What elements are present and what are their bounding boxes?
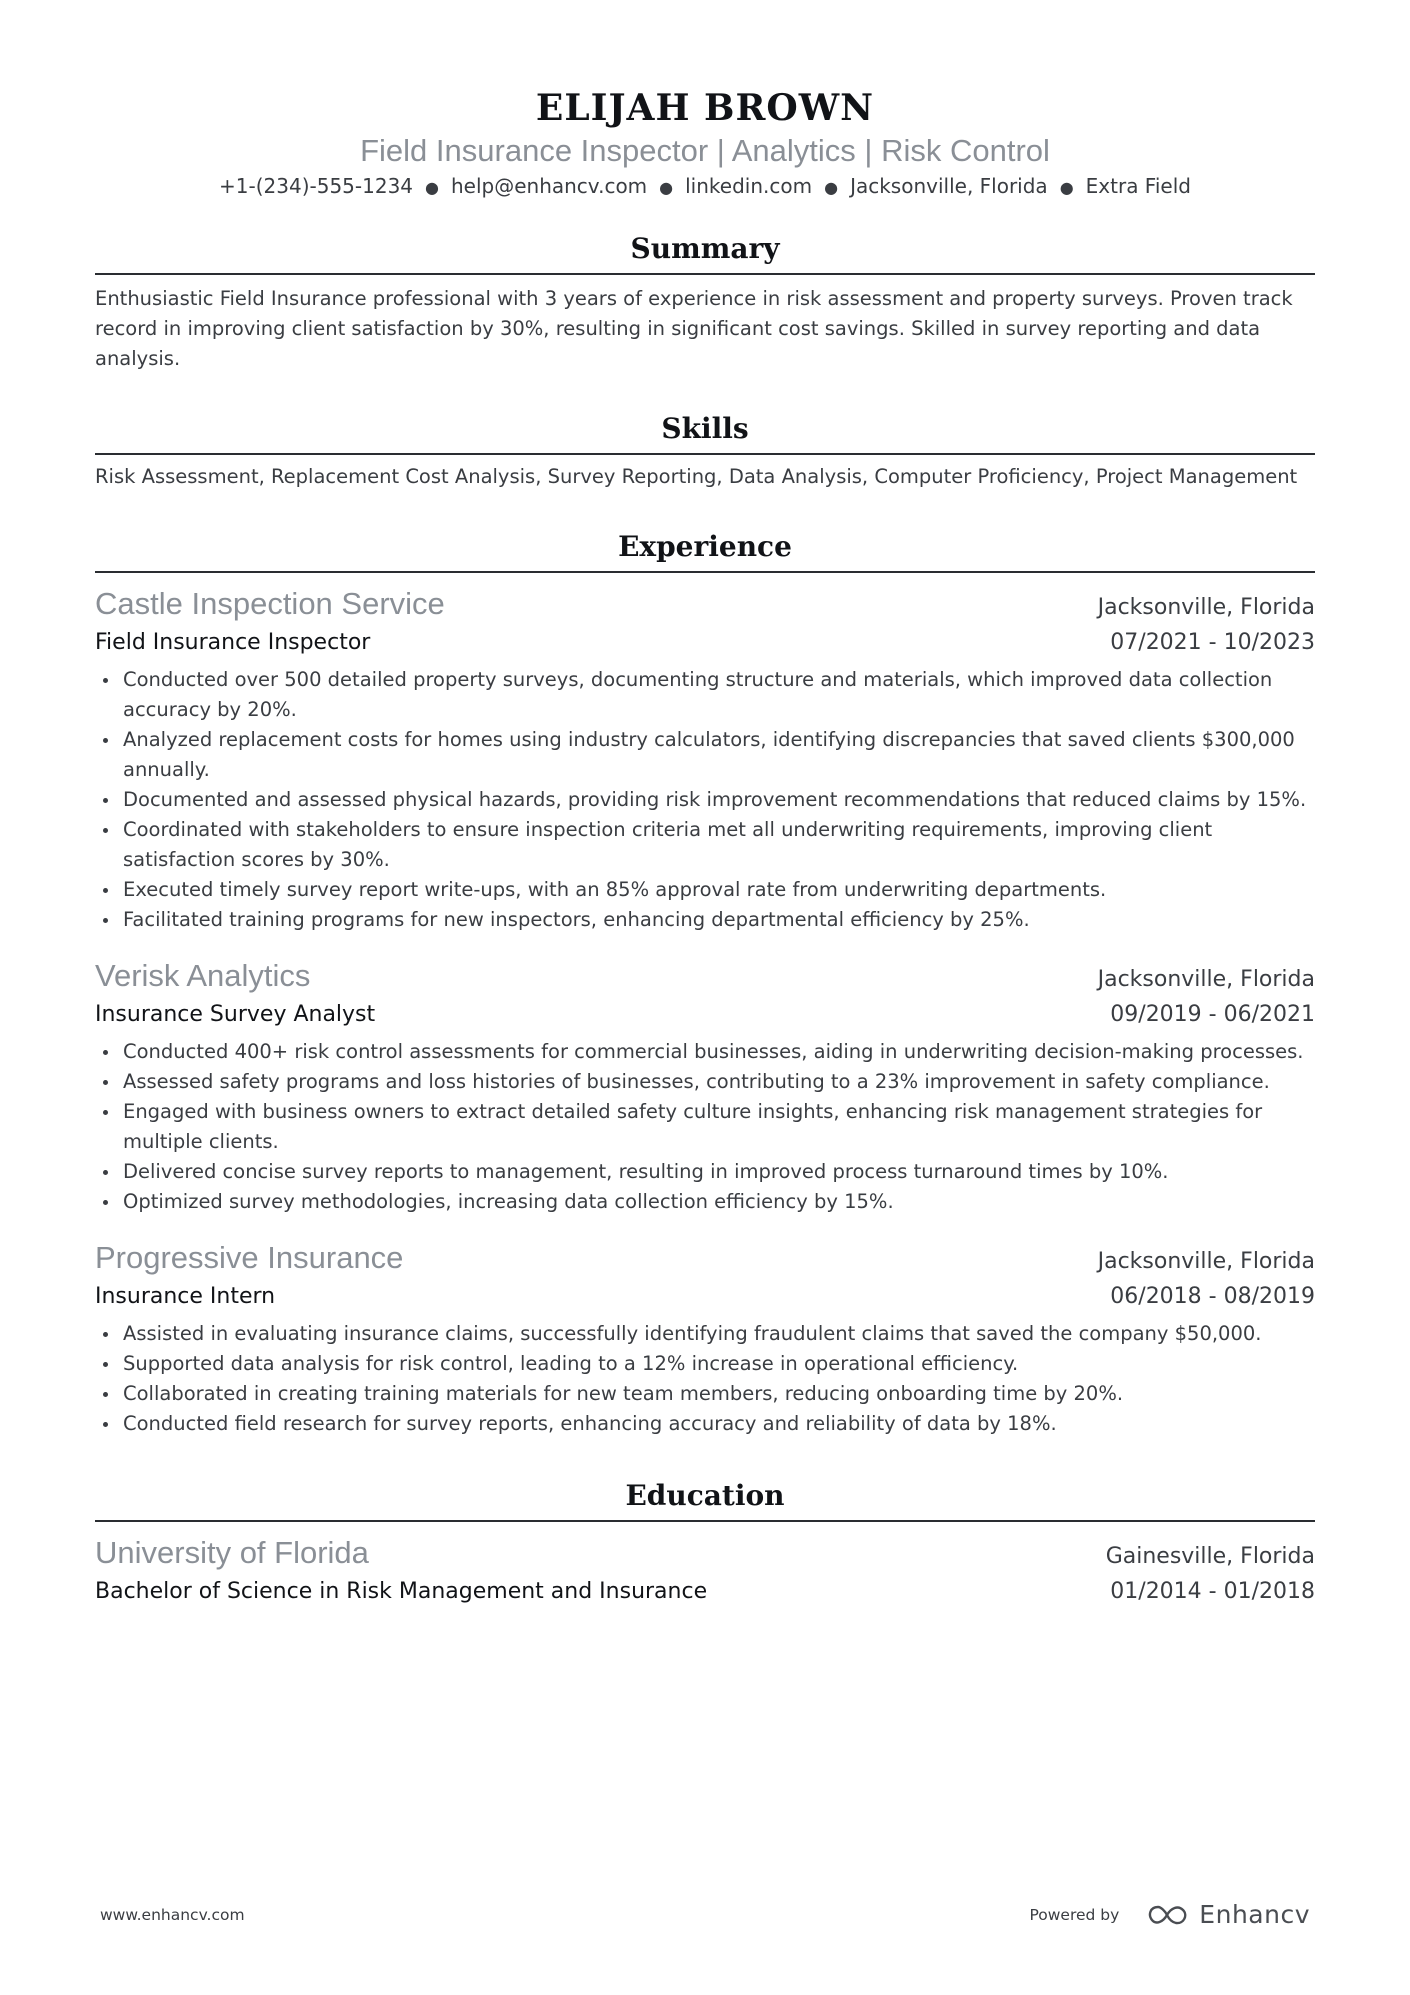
bullet-item: Facilitated training programs for new inspectors, enhancing departmental efficiency by 25%. <box>95 905 1315 935</box>
school-location: Gainesville, Florida <box>1105 1544 1315 1569</box>
school-name: University of Florida <box>95 1535 369 1570</box>
summary-section <box>95 230 1315 374</box>
contact-email[interactable]: help@enhancv.com <box>450 174 648 198</box>
separator-dot: ● <box>659 178 674 197</box>
separator-dot: ● <box>824 178 839 197</box>
bullet-item: Analyzed replacement costs for homes using industry calculators, identifying discrepancies that saved clients $300,000 annually. <box>95 725 1315 785</box>
education-dates: 01/2014 - 01/2018 <box>1110 1579 1315 1604</box>
job-location: Jacksonville, Florida <box>1097 595 1315 620</box>
job-bullets <box>95 1037 1315 1217</box>
bullet-item: Delivered concise survey reports to management, resulting in improved process turnaround times by 10%. <box>95 1157 1315 1187</box>
experience-entry <box>95 585 1315 935</box>
contact-line <box>95 172 1315 202</box>
job-location: Jacksonville, Florida <box>1097 1249 1315 1274</box>
skills-text: Risk Assessment, Replacement Cost Analysis, Survey Reporting, Data Analysis, Computer Proficiency, Project Management <box>95 465 1298 488</box>
separator-dot: ● <box>425 178 439 197</box>
section-title-skills: Skills <box>95 410 1315 455</box>
brand-name: Enhancv <box>1199 1900 1310 1929</box>
bullet-item: Conducted field research for survey reports, enhancing accuracy and reliability of data by 18%. <box>95 1409 1315 1439</box>
page-footer <box>0 1900 1410 1929</box>
job-dates: 07/2021 - 10/2023 <box>1110 630 1315 655</box>
bullet-item: Supported data analysis for risk control, leading to a 12% increase in operational efficiency. <box>95 1349 1315 1379</box>
experience-entry <box>95 1239 1315 1439</box>
job-bullets <box>95 1319 1315 1439</box>
degree-name: Bachelor of Science in Risk Management and Insurance <box>95 1579 708 1604</box>
separator-dot: ● <box>1059 178 1074 197</box>
job-title: Field Insurance Inspector <box>95 630 371 655</box>
education-entry <box>95 1534 1315 1610</box>
bullet-item: Collaborated in creating training materials for new team members, reducing onboarding time by 20%. <box>95 1379 1315 1409</box>
company-name: Progressive Insurance <box>95 1240 404 1275</box>
section-title-experience: Experience <box>95 528 1315 573</box>
contact-extra: Extra Field <box>1085 174 1191 198</box>
bullet-item: Conducted 400+ risk control assessments for commercial businesses, aiding in underwriting decision-making processes. <box>95 1037 1315 1067</box>
resume-header <box>95 0 1315 202</box>
job-title: Insurance Intern <box>95 1284 276 1309</box>
experience-section <box>95 528 1315 1439</box>
education-section <box>95 1477 1315 1610</box>
bullet-item: Assessed safety programs and loss histories of businesses, contributing to a 23% improvement in safety compliance. <box>95 1067 1315 1097</box>
footer-url[interactable]: www.enhancv.com <box>100 1905 245 1924</box>
powered-by-label: Powered by <box>1029 1905 1120 1924</box>
brand-logo[interactable] <box>1145 1900 1310 1929</box>
job-dates: 09/2019 - 06/2021 <box>1110 1002 1315 1027</box>
bullet-item: Optimized survey methodologies, increasing data collection efficiency by 15%. <box>95 1187 1315 1217</box>
summary-text: Enthusiastic Field Insurance professional with 3 years of experience in risk assessment and property surveys. Proven track record in improving client satisfaction by 30%, resulting in significant cost savings. Skilled in survey reporting and data analysis. <box>95 287 1293 370</box>
section-title-education: Education <box>95 1477 1315 1522</box>
job-bullets <box>95 665 1315 935</box>
bullet-item: Coordinated with stakeholders to ensure inspection criteria met all underwriting requirements, improving client satisfaction scores by 30%. <box>95 815 1315 875</box>
enhancv-logo-icon <box>1145 1903 1191 1927</box>
job-title: Insurance Survey Analyst <box>95 1002 376 1027</box>
bullet-item: Assisted in evaluating insurance claims, successfully identifying fraudulent claims that saved the company $50,000. <box>95 1319 1315 1349</box>
experience-entry <box>95 957 1315 1217</box>
bullet-item: Documented and assessed physical hazards, providing risk improvement recommendations that reduced claims by 15%. <box>95 785 1315 815</box>
powered-by <box>1029 1900 1310 1929</box>
job-dates: 06/2018 - 08/2019 <box>1110 1284 1315 1309</box>
bullet-item: Engaged with business owners to extract detailed safety culture insights, enhancing risk management strategies for multiple clients. <box>95 1097 1315 1157</box>
company-name: Verisk Analytics <box>95 958 311 993</box>
contact-phone: +1-(234)-555-1234 <box>219 174 414 198</box>
contact-location: Jacksonville, Florida <box>850 174 1048 198</box>
candidate-headline: Field Insurance Inspector | Analytics | Risk Control <box>360 133 1050 168</box>
company-name: Castle Inspection Service <box>95 586 445 621</box>
candidate-name: ELIJAH BROWN <box>535 87 875 129</box>
contact-linkedin[interactable]: linkedin.com <box>685 174 813 198</box>
bullet-item: Conducted over 500 detailed property surveys, documenting structure and materials, which improved data collection accuracy by 20%. <box>95 665 1315 725</box>
section-title-summary: Summary <box>95 230 1315 275</box>
job-location: Jacksonville, Florida <box>1097 967 1315 992</box>
bullet-item: Executed timely survey report write-ups, with an 85% approval rate from underwriting departments. <box>95 875 1315 905</box>
skills-section <box>95 410 1315 490</box>
